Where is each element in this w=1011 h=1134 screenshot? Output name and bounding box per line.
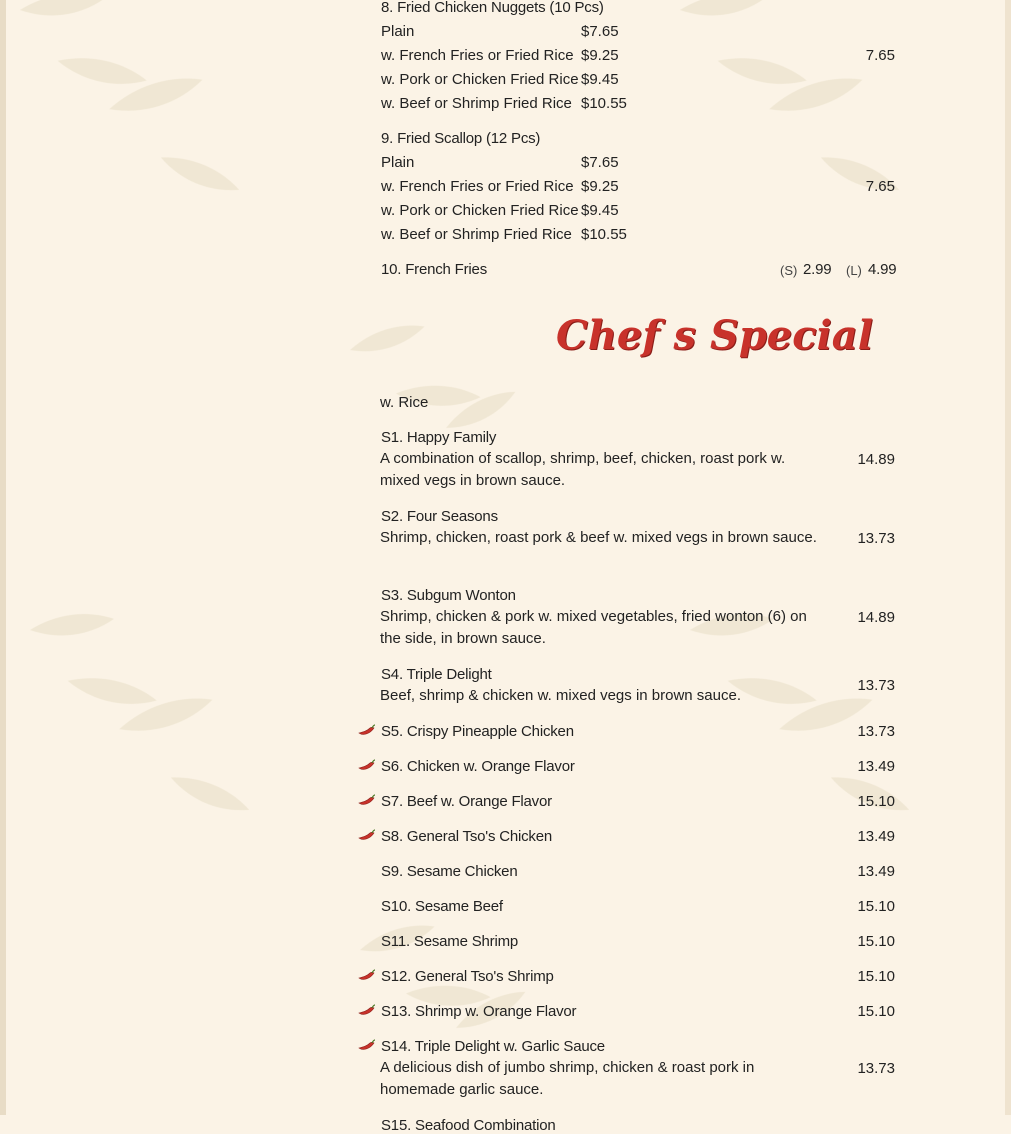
special-title: S2. Four Seasons <box>381 508 498 525</box>
chili-pepper-icon <box>358 1004 376 1018</box>
special-price: 13.73 <box>857 723 895 740</box>
option-label: w. French Fries or Fried Rice <box>381 178 574 195</box>
option-label: w. Pork or Chicken Fried Rice <box>381 71 579 88</box>
special-price: 15.10 <box>857 898 895 915</box>
item-title: 9. Fried Scallop (12 Pcs) <box>381 130 541 147</box>
option-price: $10.55 <box>581 226 627 243</box>
chili-pepper-icon <box>358 969 376 983</box>
special-price: 13.49 <box>857 758 895 775</box>
special-price: 13.49 <box>857 863 895 880</box>
special-description: A combination of scallop, shrimp, beef, chicken, roast pork w. mixed vegs in brown sauce. <box>380 450 786 489</box>
option-label: w. Beef or Shrimp Fried Rice <box>381 226 572 243</box>
option-price: $9.25 <box>581 178 619 195</box>
option-price: $9.45 <box>581 71 619 88</box>
special-price: 14.89 <box>857 609 895 626</box>
chili-pepper-icon <box>358 1039 376 1053</box>
special-title: S5. Crispy Pineapple Chicken <box>381 723 574 740</box>
special-title: S13. Shrimp w. Orange Flavor <box>381 1003 577 1020</box>
chili-pepper-icon <box>358 829 376 843</box>
special-description: Shrimp, chicken & pork w. mixed vegetables, fried wonton (6) on the side, in brown sauce. <box>380 608 807 647</box>
item-title: 8. Fried Chicken Nuggets (10 Pcs) <box>381 0 604 16</box>
special-price: 14.89 <box>857 451 895 468</box>
size-small-label: (S) <box>780 263 798 278</box>
special-price: 15.10 <box>857 1003 895 1020</box>
option-price: $9.25 <box>581 47 619 64</box>
special-price: 15.10 <box>857 793 895 810</box>
special-price: 13.73 <box>857 677 895 694</box>
section-heading: Chef s Special <box>556 312 873 359</box>
option-price: $9.45 <box>581 202 619 219</box>
chili-pepper-icon <box>358 759 376 773</box>
special-description: Shrimp, chicken, roast pork & beef w. mixed vegs in brown sauce. <box>380 529 817 546</box>
special-title: S12. General Tso's Shrimp <box>381 968 554 985</box>
special-title: S7. Beef w. Orange Flavor <box>381 793 552 810</box>
chili-pepper-icon <box>358 724 376 738</box>
option-label: w. Beef or Shrimp Fried Rice <box>381 95 572 112</box>
option-label: w. Pork or Chicken Fried Rice <box>381 202 579 219</box>
special-title: S10. Sesame Beef <box>381 898 503 915</box>
special-title: S3. Subgum Wonton <box>381 587 516 604</box>
special-description: Beef, shrimp & chicken w. mixed vegs in brown sauce. <box>380 687 741 704</box>
chili-pepper-icon <box>358 794 376 808</box>
special-title: S4. Triple Delight <box>381 666 492 683</box>
rice-note: w. Rice <box>380 394 429 411</box>
option-price: $7.65 <box>581 23 619 40</box>
special-price: 15.10 <box>857 968 895 985</box>
special-price: 15.10 <box>857 933 895 950</box>
option-price: $7.65 <box>581 154 619 171</box>
option-label: Plain <box>381 23 415 40</box>
size-small-price: 2.99 <box>803 261 832 278</box>
special-title: S11. Sesame Shrimp <box>381 933 519 950</box>
size-large-label: (L) <box>846 263 862 278</box>
special-title: S14. Triple Delight w. Garlic Sauce <box>381 1038 605 1055</box>
special-price: 13.49 <box>857 828 895 845</box>
item-price: 7.65 <box>865 47 895 64</box>
special-description: A delicious dish of jumbo shrimp, chicken & roast pork in homemade garlic sauce. <box>380 1059 755 1098</box>
special-title: S1. Happy Family <box>381 429 497 446</box>
special-price: 13.73 <box>857 530 895 547</box>
special-title: S6. Chicken w. Orange Flavor <box>381 758 575 775</box>
size-large-price: 4.99 <box>868 261 897 278</box>
item-title: 10. French Fries <box>381 261 488 278</box>
item-price: 7.65 <box>865 178 895 195</box>
special-price: 13.73 <box>857 1060 895 1077</box>
special-title: S8. General Tso's Chicken <box>381 828 553 845</box>
option-price: $10.55 <box>581 95 627 112</box>
option-label: Plain <box>381 154 415 171</box>
option-label: w. French Fries or Fried Rice <box>381 47 574 64</box>
special-title: S15. Seafood Combination <box>381 1117 556 1134</box>
special-title: S9. Sesame Chicken <box>381 863 518 880</box>
